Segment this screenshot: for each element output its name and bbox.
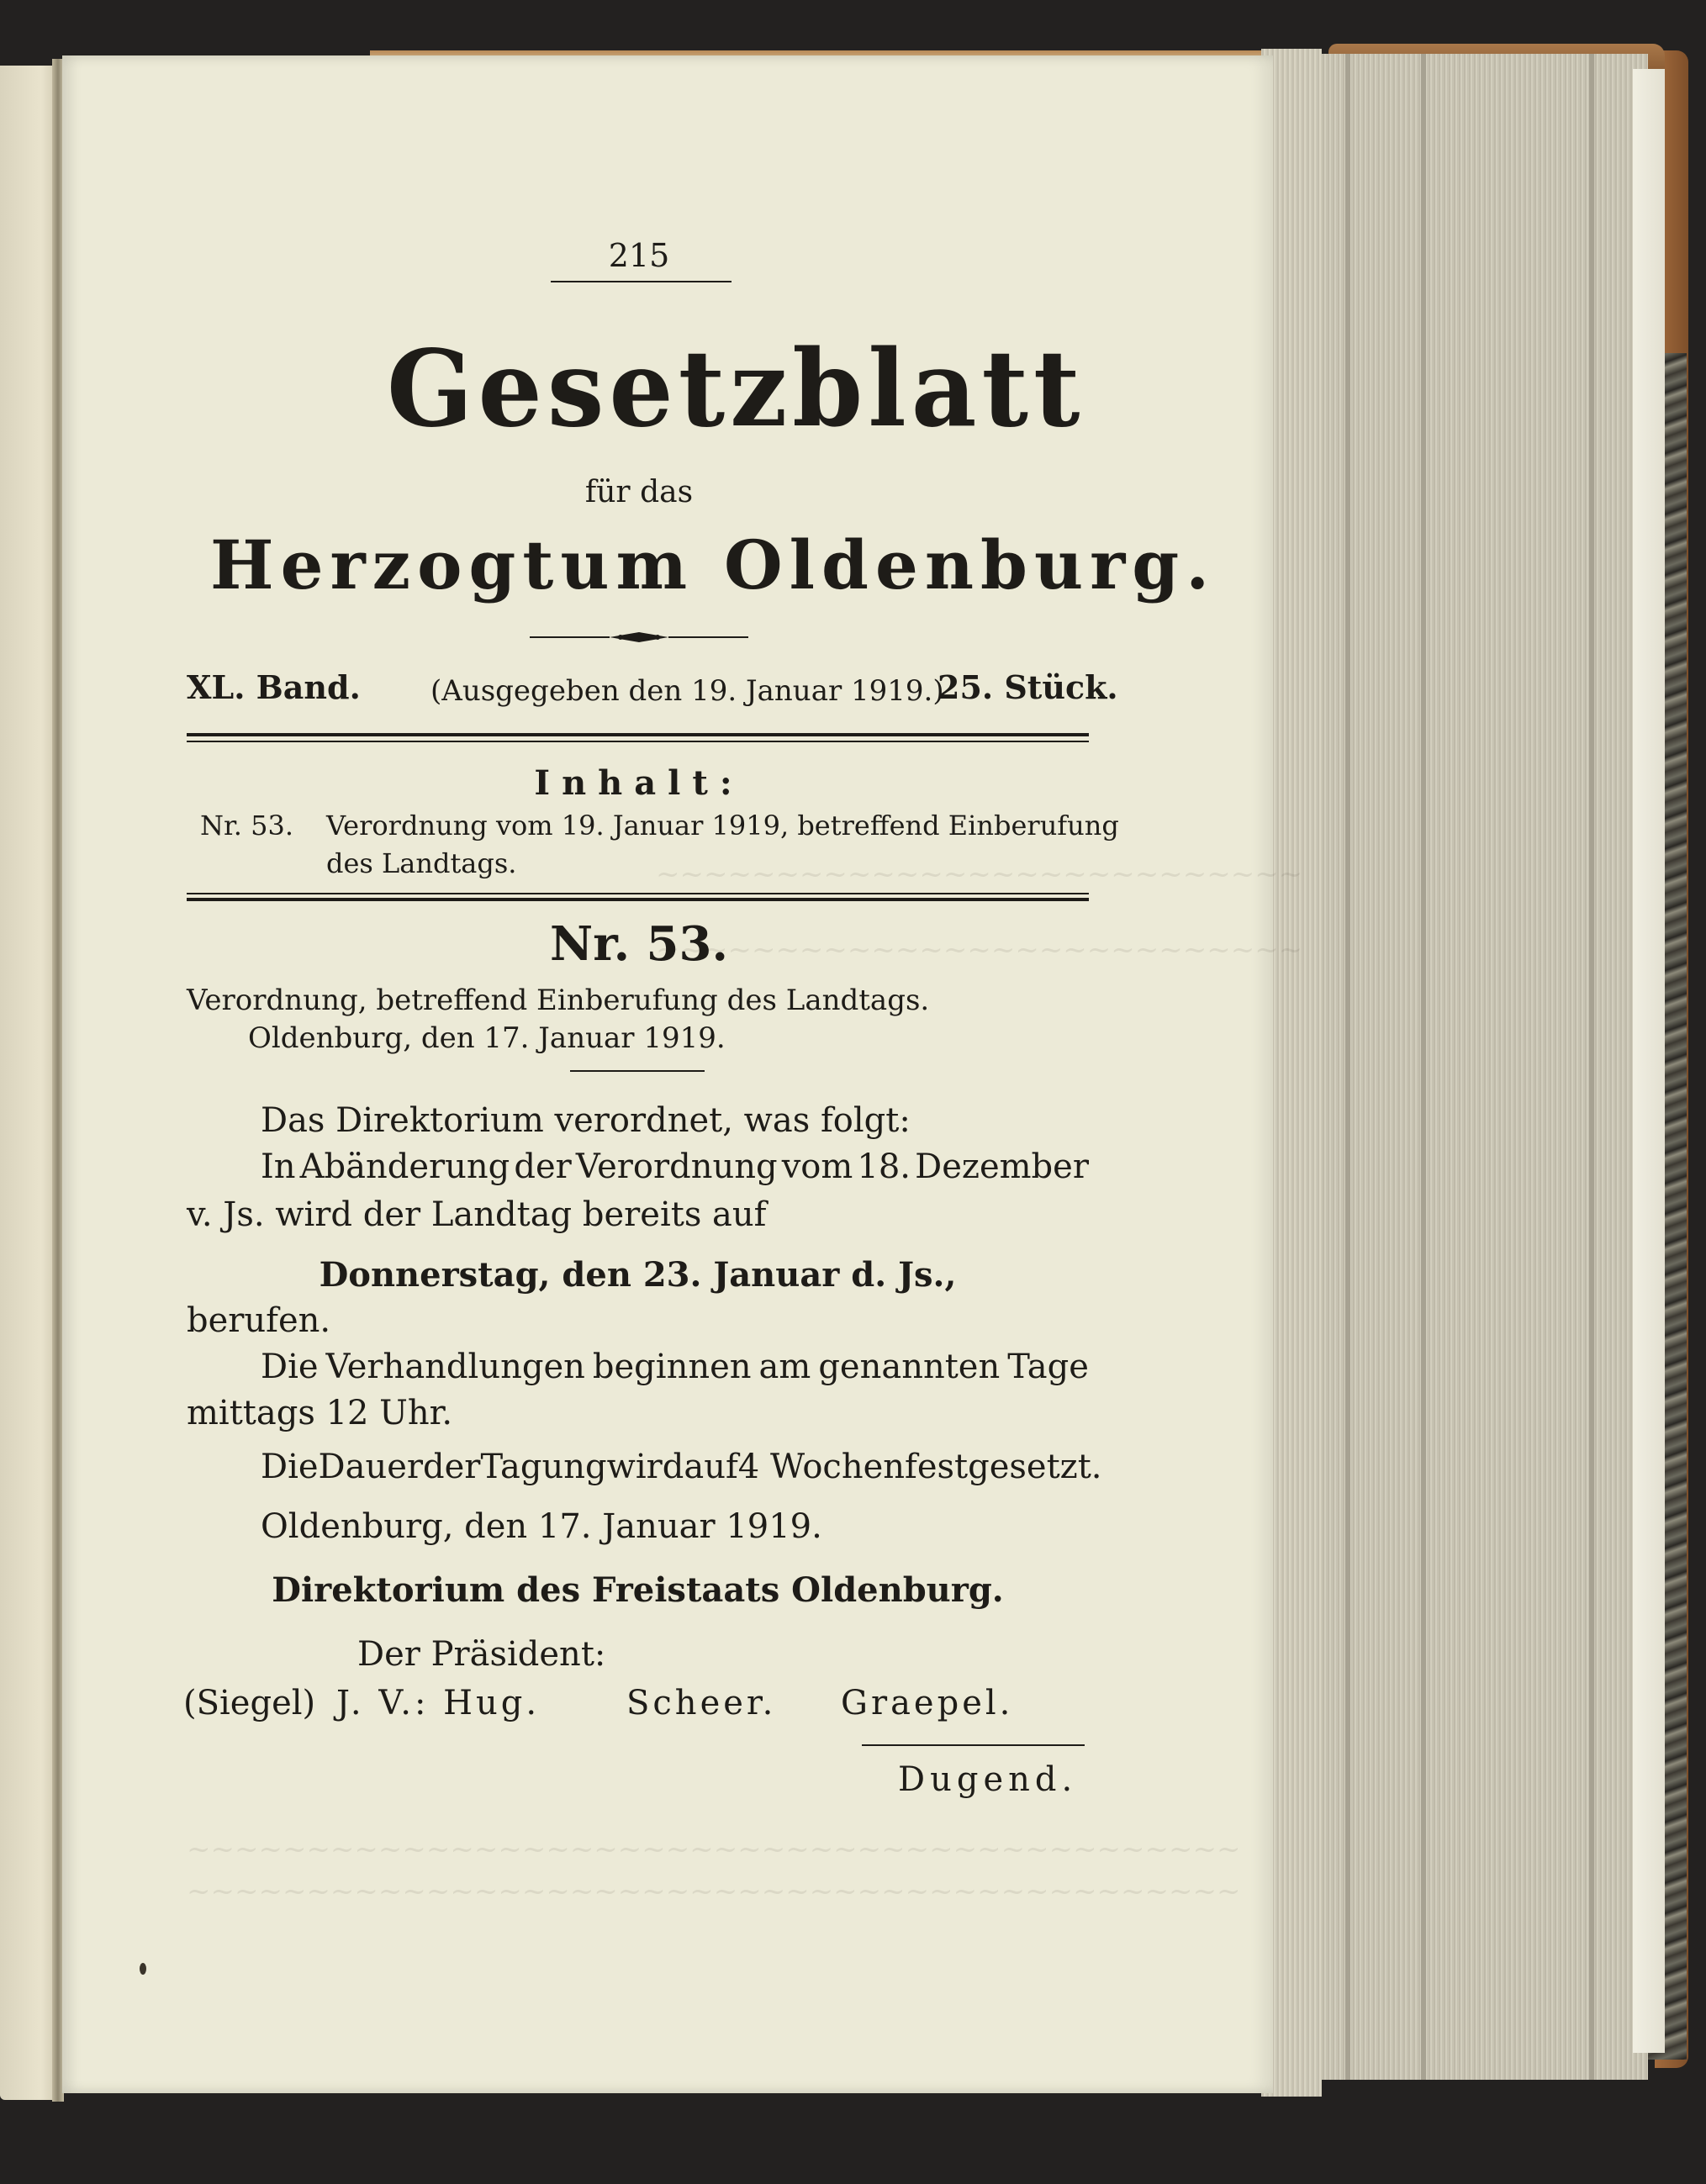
word: Dauer xyxy=(318,1448,424,1486)
volume-label: XL. Band. xyxy=(187,668,361,706)
decree-place-date: Oldenburg, den 17. Januar 1919. xyxy=(248,1021,726,1055)
word: Verhandlungen xyxy=(325,1348,585,1386)
word: genannten xyxy=(818,1348,1001,1386)
body-line: v. Js. wird der Landtag bereits auf xyxy=(187,1195,767,1234)
show-through: ~~~~~~~~~~~~~~~~~~~~~~~~~~~~~~~~~~~~~~~~~~~~ xyxy=(187,1833,1241,1866)
section-rule xyxy=(570,1070,705,1072)
word: am xyxy=(758,1348,811,1386)
show-through: ~~~~~~~~~~~~~~~~~~~~~~~~~~~ xyxy=(656,933,1303,967)
double-rule-bottom xyxy=(187,893,1089,894)
place-date: Oldenburg, den 17. Januar 1919. xyxy=(261,1507,822,1546)
word: vom xyxy=(781,1147,853,1186)
ornament-divider xyxy=(530,629,748,646)
word: Die xyxy=(261,1448,319,1486)
body-paragraph-justified xyxy=(261,1448,1102,1486)
signature-rule xyxy=(862,1744,1085,1746)
word: wird xyxy=(606,1448,684,1486)
territory-title: Herzogtum Oldenburg. xyxy=(210,525,1217,604)
word: Tagung xyxy=(480,1448,607,1486)
word: 4 Wochen xyxy=(737,1448,906,1486)
body-paragraph: Das Direktorium verordnet, was folgt: xyxy=(261,1101,911,1140)
contents-entry-number: Nr. 53. xyxy=(200,810,294,841)
double-rule-top xyxy=(187,733,1089,736)
countersignature: Dugend. xyxy=(898,1760,1078,1799)
show-through: ~~~~~~~~~~~~~~~~~~~~~~~~~~~~~~~~~~~~~~~~~~~~ xyxy=(187,1875,1241,1908)
word: Dezember xyxy=(915,1147,1089,1186)
signature-hug: J. V.: Hug. xyxy=(336,1684,541,1722)
seal-label: (Siegel) xyxy=(183,1684,316,1722)
page-number: 215 xyxy=(608,237,670,274)
body-paragraph-justified xyxy=(261,1147,1089,1186)
word: der xyxy=(423,1448,481,1486)
body-line: mittags 12 Uhr. xyxy=(187,1394,453,1432)
word: der xyxy=(514,1147,572,1186)
body-line: berufen. xyxy=(187,1301,331,1340)
decree-subtitle: Verordnung, betreffend Einberufung des Landtags. xyxy=(187,984,930,1017)
word: festgesetzt. xyxy=(905,1448,1102,1486)
issue-date: (Ausgegeben den 19. Januar 1919.) xyxy=(430,674,944,708)
word: Verordnung xyxy=(575,1147,778,1186)
authority: Direktorium des Freistaats Oldenburg. xyxy=(272,1570,1004,1610)
word: auf xyxy=(684,1448,738,1486)
double-rule-top xyxy=(187,741,1089,742)
ink-speck xyxy=(140,1963,146,1975)
signature-graepel: Graepel. xyxy=(841,1684,1014,1722)
body-paragraph-justified xyxy=(261,1348,1089,1386)
word: 18. xyxy=(857,1147,911,1186)
word: Tage xyxy=(1007,1348,1089,1386)
title-connector: für das xyxy=(584,475,694,509)
show-through: ~~~~~~~~~~~~~~~~~~~~~~~~~~~ xyxy=(656,857,1303,891)
contents-entry-line1: Verordnung vom 19. Januar 1919, betreffend Einberufung xyxy=(326,810,1119,841)
session-date: Donnerstag, den 23. Januar d. Js., xyxy=(319,1255,957,1295)
contents-entry-line2: des Landtags. xyxy=(326,847,517,879)
word: Abänderung xyxy=(299,1147,510,1186)
page-number-rule xyxy=(551,281,732,282)
word: Die xyxy=(261,1348,319,1386)
president-label: Der Präsident: xyxy=(357,1635,606,1674)
word: In xyxy=(261,1147,296,1186)
signature-scheer: Scheer. xyxy=(626,1684,777,1722)
word: beginnen xyxy=(592,1348,752,1386)
issue-number: 25. Stück. xyxy=(938,668,1118,706)
double-rule-bottom xyxy=(187,898,1089,901)
contents-heading: Inhalt: xyxy=(534,763,744,803)
journal-title: Gesetzblatt xyxy=(387,326,1085,451)
decree-number: Nr. 53. xyxy=(550,916,728,972)
